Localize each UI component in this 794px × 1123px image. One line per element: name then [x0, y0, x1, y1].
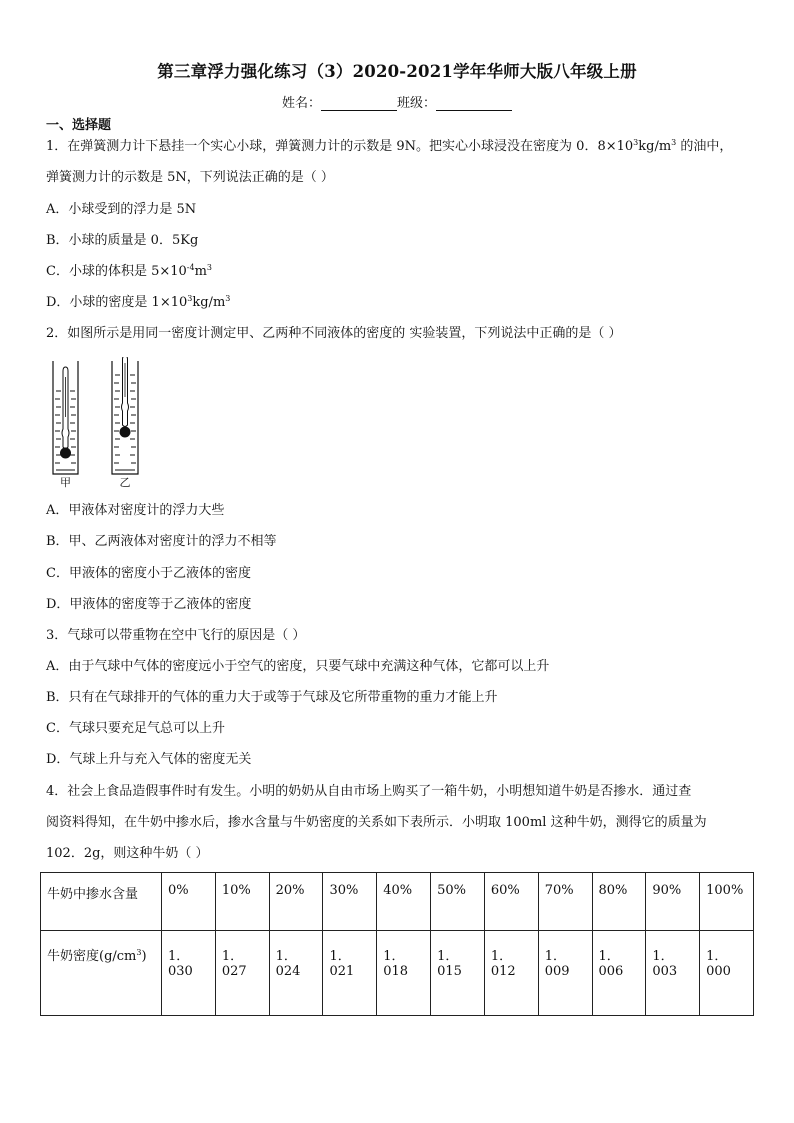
q3-option-d: D．气球上升与充入气体的密度无关: [46, 752, 252, 767]
page-title: 第三章浮力强化练习（3）2020-2021学年华师大版八年级上册: [157, 62, 637, 81]
q2-option-c: C．甲液体的密度小于乙液体的密度: [46, 566, 251, 581]
class-blank: [436, 97, 512, 111]
q1-option-c: C．小球的体积是 $5\times 10^{-4}m^3$: [46, 263, 213, 279]
name-label: 姓名：: [281, 96, 321, 111]
q2-option-d: D．甲液体的密度等于乙液体的密度: [46, 597, 252, 612]
q3-stem: 3．气球可以带重物在空中飞行的原因是（ ）: [46, 628, 306, 643]
table-cell: 70%: [538, 873, 592, 931]
table-cell: 30%: [323, 873, 377, 931]
label-jia: 甲: [60, 476, 71, 489]
table-cell: 1．027: [215, 930, 269, 1015]
q4-stem-line3: 102．2g，则这种牛奶（ ）: [46, 846, 209, 861]
table-cell: 0%: [162, 873, 216, 931]
q1-stem-line2: 弹簧测力计的示数是 5N，下列说法正确的是（ ）: [46, 170, 334, 185]
label-yi: 乙: [119, 476, 131, 489]
table-cell: 1．009: [538, 930, 592, 1015]
table-cell: 100%: [700, 873, 754, 931]
table-cell: 1．030: [162, 930, 216, 1015]
q1-stem-line1: 1．在弹簧测力计下悬挂一个实心小球，弹簧测力计的示数是 9N。把实心小球浸没在密度为 0．$8\times 10^3kg/m^3$ 的油中，: [46, 138, 733, 154]
table-cell: 90%: [646, 873, 700, 931]
table-cell: 1．000: [700, 930, 754, 1015]
table-cell: 1．012: [484, 930, 538, 1015]
table-cell: 80%: [592, 873, 646, 931]
table-row: [41, 873, 754, 931]
table-cell: 1．021: [323, 930, 377, 1015]
table-cell: 1．018: [377, 930, 431, 1015]
q3-option-c: C．气球只要充足气总可以上升: [46, 721, 225, 736]
name-blank: [321, 97, 397, 111]
student-info: [0, 92, 794, 111]
table-cell: 20%: [269, 873, 323, 931]
q1-option-b: B．小球的质量是 0．5Kg: [46, 233, 199, 248]
table-cell: 10%: [215, 873, 269, 931]
table-cell: 1．015: [431, 930, 485, 1015]
table-cell: 1．003: [646, 930, 700, 1015]
q2-option-b: B．甲、乙两液体对密度计的浮力不相等: [46, 534, 277, 549]
q1-option-d: D．小球的密度是 $1\times 10^3kg/m^3$: [46, 294, 231, 310]
class-label: 班级：: [397, 96, 437, 111]
table-header-water-content: 牛奶中掺水含量: [41, 873, 162, 931]
q2-option-a: A．甲液体对密度计的浮力大些: [46, 503, 225, 518]
table-cell: 1．024: [269, 930, 323, 1015]
milk-density-table: [40, 872, 754, 1016]
q3-option-b: B．只有在气球排开的气体的重力大于或等于气球及它所带重物的重力才能上升: [46, 690, 498, 705]
beaker-jia: [53, 361, 78, 474]
table-cell: 60%: [484, 873, 538, 931]
q1-option-a: A．小球受到的浮力是 5N: [46, 202, 197, 217]
table-row: [41, 930, 754, 1015]
table-cell: 50%: [431, 873, 485, 931]
section-heading: 一、选择题: [46, 118, 112, 133]
q2-stem: 2．如图所示是用同一密度计测定甲、乙两种不同液体的密度的 实验装置，下列说法中正确的是（ ）: [46, 326, 622, 341]
beaker-yi: [112, 357, 138, 474]
table-cell: 1．006: [592, 930, 646, 1015]
q4-stem-line2: 阅资料得知，在牛奶中掺水后，掺水含量与牛奶密度的关系如下表所示．小明取 100ml 这种牛奶，测得它的质量为: [46, 815, 707, 830]
table-cell: 40%: [377, 873, 431, 931]
q3-option-a: A．由于气球中气体的密度远小于空气的密度，只要气球中充满这种气体，它都可以上升: [46, 659, 550, 674]
table-header-density: 牛奶密度$(g/cm^3)$: [41, 930, 162, 1015]
hydrometer-figure: [48, 357, 144, 489]
q4-stem-line1: 4．社会上食品造假事件时有发生。小明的奶奶从自由市场上购买了一箱牛奶，小明想知道牛奶是否掺水．通过查: [46, 784, 692, 799]
